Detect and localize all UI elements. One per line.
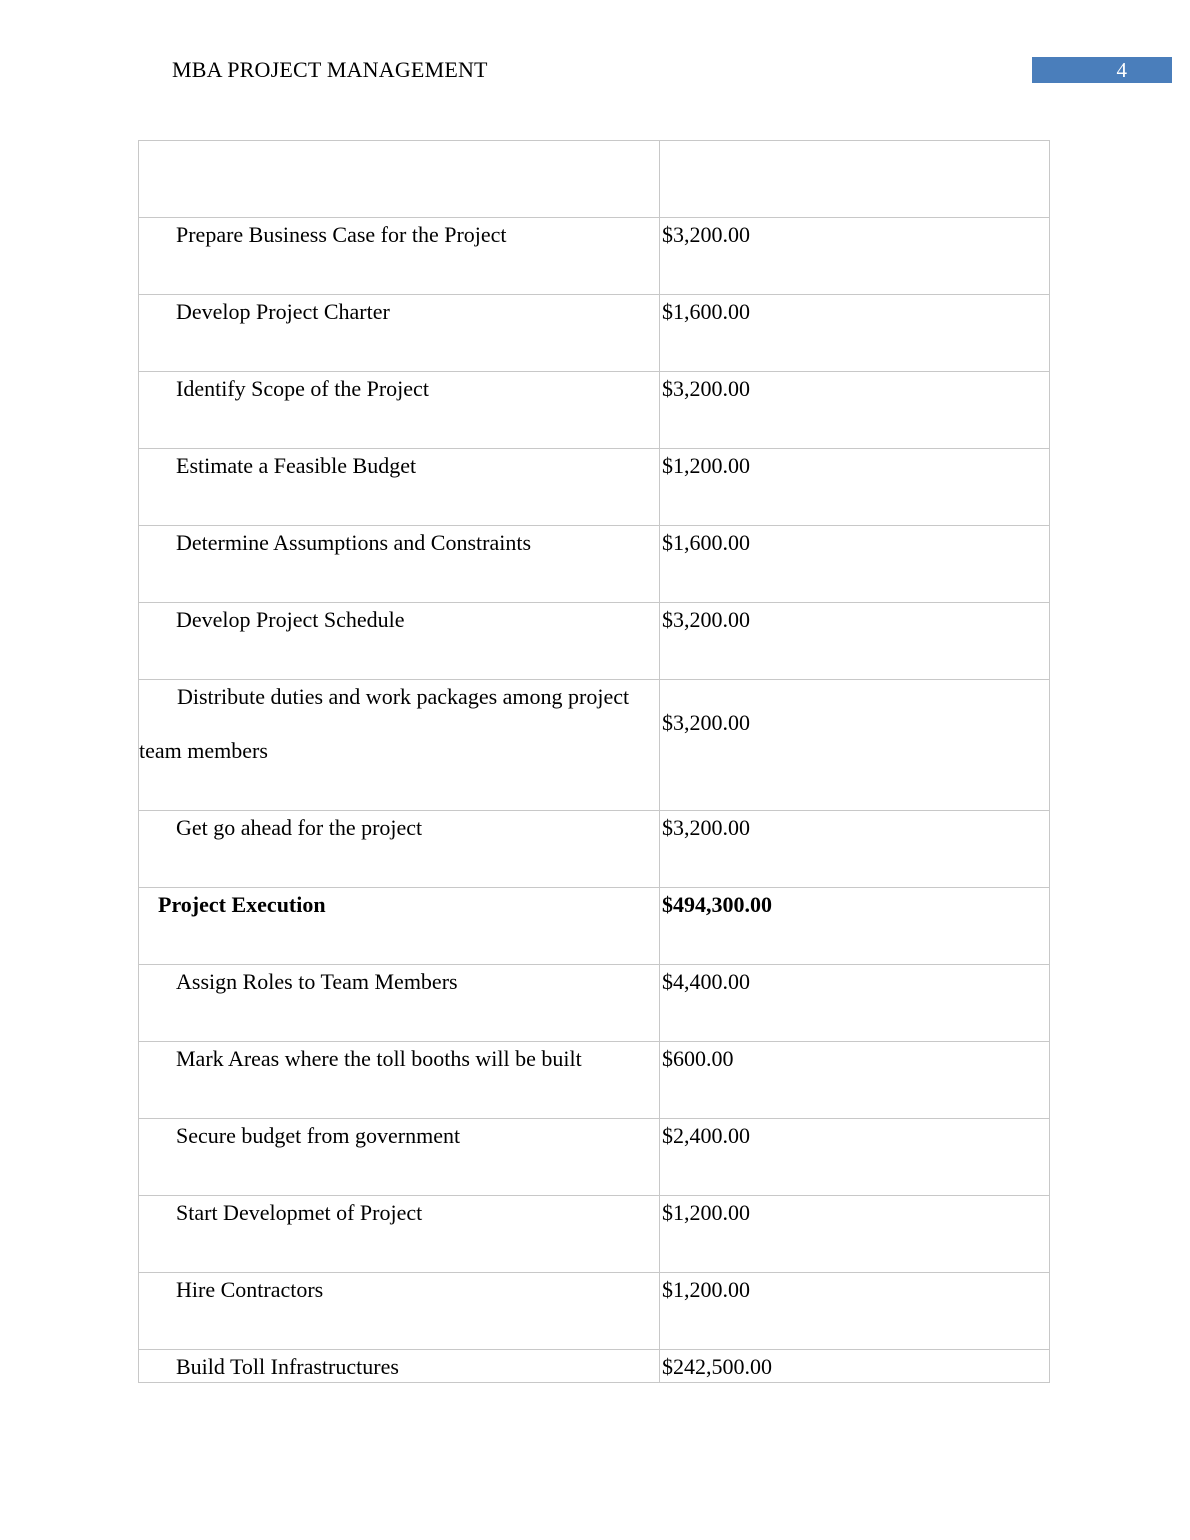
- task-cell: [139, 965, 660, 1042]
- cost-cell: [660, 295, 1050, 372]
- cost-value: $1,200.00: [662, 1277, 750, 1302]
- table-row: [139, 218, 1050, 295]
- cost-cell: [660, 1042, 1050, 1119]
- page-number-badge: [1032, 57, 1172, 83]
- task-name: Prepare Business Case for the Project: [176, 222, 507, 247]
- cost-cell: [660, 1196, 1050, 1273]
- table-summary-row: [139, 888, 1050, 965]
- cost-cell: [660, 811, 1050, 888]
- cost-cell: [660, 680, 1050, 811]
- table-row: [139, 1119, 1050, 1196]
- task-name: Distribute duties and work packages among project team members: [139, 684, 630, 763]
- cost-value: $3,200.00: [662, 222, 750, 247]
- cost-value: $3,200.00: [662, 710, 750, 735]
- task-name: Start Developmet of Project: [176, 1200, 423, 1225]
- table-row: [139, 295, 1050, 372]
- task-cell: [139, 1119, 660, 1196]
- table-row: [139, 1273, 1050, 1350]
- task-cell: [139, 811, 660, 888]
- cost-table-body: [139, 141, 1050, 1383]
- task-name: Identify Scope of the Project: [176, 376, 429, 401]
- task-cell: [139, 449, 660, 526]
- table-row: [139, 141, 1050, 218]
- cost-cell: [660, 218, 1050, 295]
- task-cell: [139, 1196, 660, 1273]
- task-name: Determine Assumptions and Constraints: [176, 530, 532, 555]
- cost-breakdown-table: [138, 140, 1050, 1383]
- table-row: [139, 1196, 1050, 1273]
- table-row: [139, 965, 1050, 1042]
- task-cell: [139, 680, 660, 811]
- table-row: [139, 1042, 1050, 1119]
- task-cell: [139, 1042, 660, 1119]
- task-name: Develop Project Charter: [176, 299, 390, 324]
- table-row: [139, 372, 1050, 449]
- cost-cell: [660, 965, 1050, 1042]
- cost-value: $242,500.00: [662, 1354, 772, 1379]
- cost-cell: [660, 1350, 1050, 1383]
- table-row: [139, 526, 1050, 603]
- cost-cell: [660, 141, 1050, 218]
- table-row: [139, 811, 1050, 888]
- task-name: [139, 141, 659, 143]
- cost-cell: [660, 888, 1050, 965]
- cost-value: $3,200.00: [662, 815, 750, 840]
- cost-cell: [660, 1273, 1050, 1350]
- page-number: 4: [1116, 58, 1127, 82]
- cost-cell: [660, 526, 1050, 603]
- task-name: Develop Project Schedule: [176, 607, 405, 632]
- cost-value: $3,200.00: [662, 376, 750, 401]
- task-name: Hire Contractors: [176, 1277, 324, 1302]
- task-cell: [139, 295, 660, 372]
- task-name: Mark Areas where the toll booths will be built: [176, 1046, 582, 1071]
- cost-value: $1,200.00: [662, 453, 750, 478]
- cost-cell: [660, 603, 1050, 680]
- task-cell: [139, 141, 660, 218]
- cost-value: $2,400.00: [662, 1123, 750, 1148]
- running-header-title: MBA PROJECT MANAGEMENT: [172, 57, 488, 82]
- cost-value: $4,400.00: [662, 969, 750, 994]
- cost-value: $600.00: [662, 1046, 734, 1071]
- task-name: Estimate a Feasible Budget: [176, 453, 417, 478]
- task-name: Secure budget from government: [176, 1123, 461, 1148]
- table-row: [139, 449, 1050, 526]
- cost-cell: [660, 449, 1050, 526]
- task-name: Project Execution: [158, 892, 326, 917]
- cost-value: $1,600.00: [662, 530, 750, 555]
- task-cell: [139, 218, 660, 295]
- task-cell: [139, 1273, 660, 1350]
- table-row: [139, 680, 1050, 811]
- task-name: Get go ahead for the project: [176, 815, 423, 840]
- cost-value: $1,600.00: [662, 299, 750, 324]
- cost-value: $1,200.00: [662, 1200, 750, 1225]
- cost-cell: [660, 372, 1050, 449]
- cost-value: $494,300.00: [662, 892, 772, 917]
- task-cell: [139, 888, 660, 965]
- task-name: Build Toll Infrastructures: [176, 1354, 399, 1379]
- task-name: Assign Roles to Team Members: [176, 969, 458, 994]
- cost-value: [660, 141, 1049, 143]
- task-cell: [139, 526, 660, 603]
- cost-value: $3,200.00: [662, 607, 750, 632]
- task-cell: [139, 372, 660, 449]
- table-row: [139, 1350, 1050, 1383]
- cost-cell: [660, 1119, 1050, 1196]
- task-cell: [139, 1350, 660, 1383]
